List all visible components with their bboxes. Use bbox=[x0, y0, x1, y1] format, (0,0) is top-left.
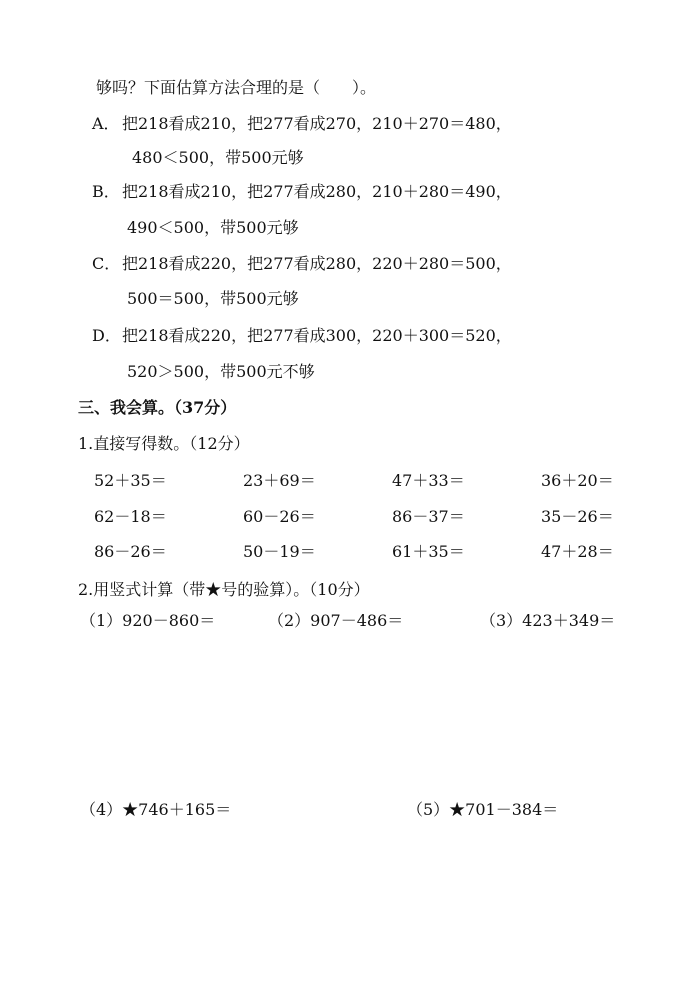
mental-math-item: 47＋28＝ bbox=[541, 542, 614, 561]
vertical-calc-item: （1）920－860＝ bbox=[80, 611, 216, 630]
option-c-line1: 把218看成220，把277看成280，220＋280＝500， bbox=[122, 254, 512, 273]
part-1-title: 1.直接写得数。（12分） bbox=[78, 434, 250, 453]
mental-math-item: 86－37＝ bbox=[392, 507, 465, 526]
vertical-calc-item: （5）★701－384＝ bbox=[407, 800, 559, 819]
mental-math-item: 35－26＝ bbox=[541, 507, 614, 526]
option-b-line1: 把218看成210，把277看成280，210＋280＝490， bbox=[122, 182, 512, 201]
vertical-calc-item: （2）907－486＝ bbox=[268, 611, 404, 630]
vertical-calc-item: （3）423＋349＝ bbox=[480, 611, 616, 630]
mental-math-item: 47＋33＝ bbox=[392, 471, 465, 490]
mental-math-item: 60－26＝ bbox=[243, 507, 316, 526]
option-c-line2: 500＝500，带500元够 bbox=[127, 289, 299, 308]
option-d-label: D． bbox=[92, 326, 121, 345]
option-d-line1: 把218看成220，把277看成300，220＋300＝520， bbox=[122, 326, 512, 345]
part-2-title: 2.用竖式计算（带★号的验算）。（10分） bbox=[78, 580, 370, 599]
option-a-line2: 480＜500，带500元够 bbox=[132, 148, 304, 167]
question-tail: 够吗？下面估算方法合理的是（ ）。 bbox=[96, 78, 377, 97]
option-c-label: C． bbox=[92, 254, 121, 273]
option-a-label: A． bbox=[92, 114, 120, 133]
mental-math-item: 23＋69＝ bbox=[243, 471, 316, 490]
mental-math-item: 86－26＝ bbox=[94, 542, 167, 561]
vertical-calc-item: （4）★746＋165＝ bbox=[80, 800, 232, 819]
mental-math-item: 61＋35＝ bbox=[392, 542, 465, 561]
mental-math-item: 52＋35＝ bbox=[94, 471, 167, 490]
option-b-label: B． bbox=[92, 182, 120, 201]
mental-math-item: 36＋20＝ bbox=[541, 471, 614, 490]
mental-math-item: 62－18＝ bbox=[94, 507, 167, 526]
option-a-line1: 把218看成210，把277看成270，210＋270＝480， bbox=[122, 114, 512, 133]
section-3-title: 三、我会算。（37分） bbox=[78, 398, 237, 417]
option-b-line2: 490＜500，带500元够 bbox=[127, 218, 299, 237]
option-d-line2: 520＞500，带500元不够 bbox=[127, 362, 315, 381]
mental-math-item: 50－19＝ bbox=[243, 542, 316, 561]
